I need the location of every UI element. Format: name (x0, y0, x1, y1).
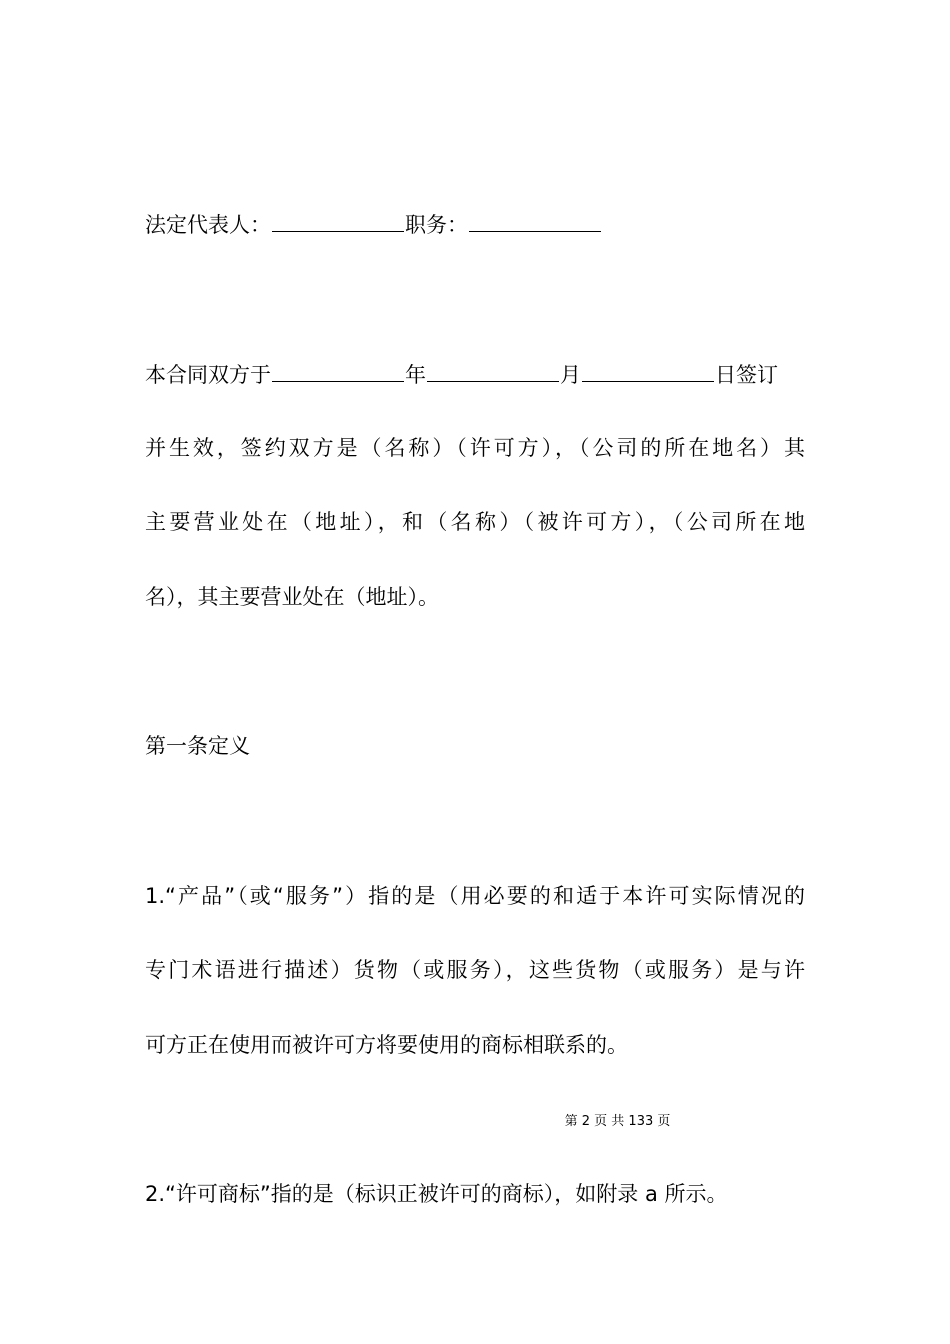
legal-rep-blank (272, 209, 404, 232)
signature-line (145, 209, 602, 240)
item-1-line-1: 1.“产品”（或“服务”）指的是（用必要的和适于本许可实际情况的 (145, 884, 805, 908)
intro-line-4: 名），其主要营业处在（地址）。 (145, 585, 439, 609)
intro-line-2: 并生效，签约双方是（名称）（许可方），（公司的所在地名）其 (145, 436, 805, 460)
position-blank (469, 209, 601, 232)
item-1-line-2: 专门术语进行描述）货物（或服务），这些货物（或服务）是与许 (145, 958, 805, 982)
item-1-line-3: 可方正在使用而被许可方将要使用的商标相联系的。 (145, 1033, 628, 1057)
year-label: 年 (405, 363, 426, 387)
page-number: 第 2 页 共 133 页 (564, 1114, 671, 1129)
intro-line-3: 主要营业处在（地址），和（名称）（被许可方），（公司所在地 (145, 510, 805, 534)
intro-line-1 (145, 359, 778, 390)
article-1-heading: 第一条定义 (145, 734, 250, 758)
year-blank (272, 359, 404, 382)
intro-prefix: 本合同双方于 (145, 363, 271, 387)
position-label: 职务： (405, 213, 468, 237)
day-suffix: 日签订 (715, 363, 778, 387)
legal-rep-label: 法定代表人： (145, 213, 271, 237)
item-2-line-1: 2.“许可商标”指的是（标识正被许可的商标），如附录 a 所示。 (145, 1182, 728, 1206)
day-blank (582, 359, 714, 382)
month-label: 月 (560, 363, 581, 387)
month-blank (427, 359, 559, 382)
